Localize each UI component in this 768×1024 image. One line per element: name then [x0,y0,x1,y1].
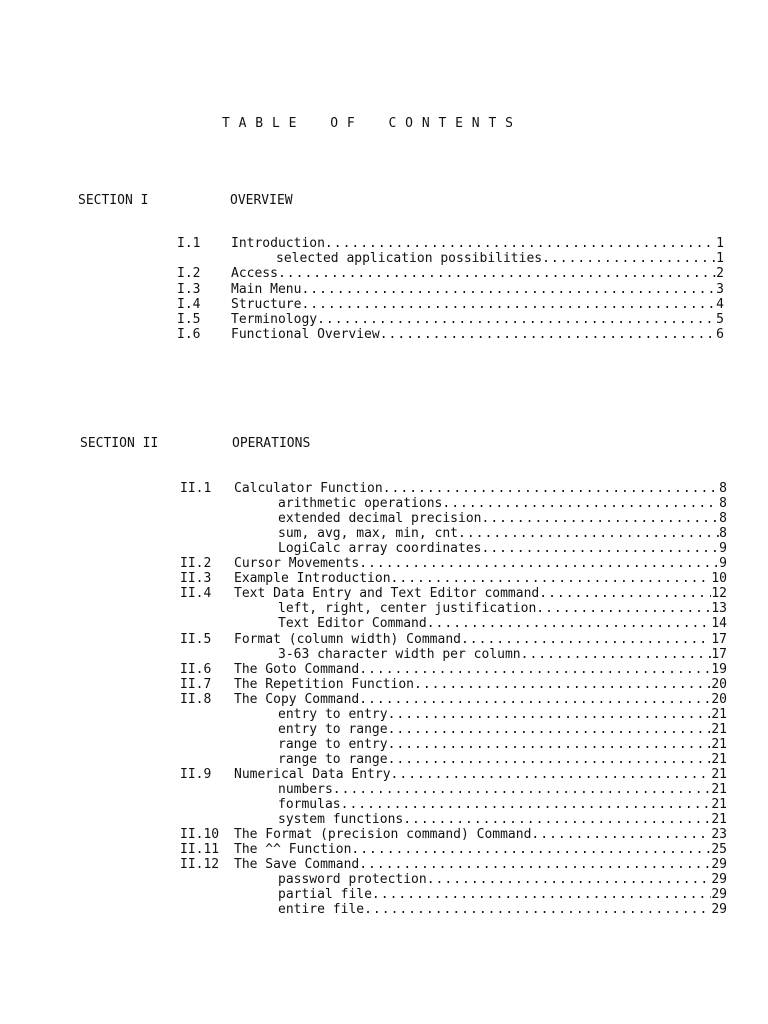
dot-leader [351,842,711,858]
toc-page-number: 29 [711,902,727,918]
toc-row [0,236,768,252]
dot-leader [539,586,711,602]
toc-row [0,481,768,497]
toc-page-number: 23 [711,827,727,843]
toc-row [0,266,768,282]
toc-page-number: 29 [711,872,727,888]
section-1-heading: OVERVIEW [230,193,293,208]
toc-subentry-text: formulas [278,797,341,813]
toc-row [0,722,768,738]
dot-leader [521,647,712,663]
toc-entry-text: Main Menu [231,281,302,297]
toc-entry-text: Introduction [231,236,325,251]
toc-page-number: 21 [711,812,727,828]
toc-entry-number: II.2 [180,556,212,572]
toc-row [0,842,768,858]
toc-row [0,571,768,587]
dot-leader [317,312,716,328]
toc-row [0,496,768,512]
toc-entry-number: II.12 [180,857,220,873]
toc-page-number: 8 [719,511,727,527]
dot-leader [542,251,716,267]
dot-leader [388,737,712,753]
toc-page-number: 21 [711,706,727,722]
toc-entry-number: II.9 [180,766,212,782]
toc-row [0,902,768,918]
toc-subentry-text: range to range [278,751,388,767]
dot-leader [364,902,711,918]
toc-page-number: 29 [711,857,727,873]
toc-page-number: 21 [711,751,727,767]
dot-leader [341,797,712,813]
toc-entry-text: The ^^ Function [234,842,352,858]
toc-entry-number: II.11 [180,842,220,858]
toc-row [0,677,768,693]
toc-subentry-text: password protection [278,872,427,888]
toc-entry-number: I.6 [177,327,201,343]
toc-page-number: 2 [716,266,724,282]
toc-row [0,526,768,542]
toc-entry-text: Numerical Data Entry [234,766,391,782]
toc-row [0,297,768,313]
dot-leader [325,236,716,252]
toc-entry-text: The Format (precision command) Command [234,827,532,843]
toc-entry-number: I.4 [177,296,201,312]
toc-page-number: 25 [711,842,727,858]
toc-page-number: 10 [711,571,727,587]
dot-leader [301,297,716,313]
toc-entry-text: Structure [231,296,302,312]
toc-subentry-text: partial file [278,887,372,903]
dot-leader [333,782,712,798]
toc-page-number: 17 [711,646,727,662]
toc-entry-text: The Save Command [234,857,360,873]
toc-page-number: 9 [719,556,727,572]
toc-page-number: 21 [711,797,727,813]
toc-entry-number: II.7 [180,676,212,692]
toc-row [0,857,768,873]
toc-entry-number: II.8 [180,691,212,707]
toc-row [0,556,768,572]
toc-entry-text: Text Data Entry and Text Editor command [234,586,540,602]
toc-entry-text: Calculator Function [234,481,383,496]
toc-entry-text: The Copy Command [234,691,360,707]
dot-leader [482,511,720,527]
dot-leader [427,872,712,888]
toc-page-number: 13 [711,601,727,617]
toc-row [0,511,768,527]
dot-leader [391,571,712,587]
toc-entry-number: II.3 [180,571,212,587]
toc-entry-text: Example Introduction [234,571,391,587]
toc-page-number: 17 [711,631,727,647]
toc-subentry-text: entry to entry [278,706,388,722]
toc-entry-number: II.4 [180,586,212,602]
dot-leader [359,692,711,708]
dot-leader [482,541,720,557]
dot-leader [301,282,716,298]
toc-row [0,647,768,663]
toc-subentry-text: extended decimal precision [278,511,482,527]
dot-leader [359,556,719,572]
toc-row [0,312,768,328]
toc-page-number: 19 [711,661,727,677]
toc-row [0,692,768,708]
toc-entry-text: Format (column width) Command [234,631,461,647]
toc-row [0,707,768,723]
toc-page-number: 9 [719,541,727,557]
toc-subentry-text: arithmetic operations [278,496,443,512]
dot-leader [359,662,711,678]
toc-subentry-text: selected application possibilities [276,251,543,267]
toc-page-number: 14 [711,616,727,632]
toc-page-number: 1 [716,236,724,251]
toc-row [0,662,768,678]
toc-page-number: 8 [719,526,727,542]
dot-leader [372,887,711,903]
toc-subentry-text: sum, avg, max, min, cnt [278,526,459,542]
toc-page-number: 21 [711,721,727,737]
toc-row [0,797,768,813]
section-2-heading: OPERATIONS [232,436,311,451]
toc-entry-text: The Repetition Function [234,676,415,692]
toc-entry-text: Cursor Movements [234,556,360,572]
toc-page-number: 12 [711,586,727,602]
toc-entry-number: II.5 [180,631,212,647]
dot-leader [442,496,719,512]
section-2-label: SECTION II [80,436,159,451]
toc-row [0,632,768,648]
toc-row [0,601,768,617]
toc-entry-number: I.2 [177,266,201,282]
toc-row [0,737,768,753]
toc-page-number: 21 [711,782,727,797]
dot-leader [388,722,712,738]
toc-subentry-text: Text Editor Command [278,616,427,632]
toc-subentry-text: LogiCalc array coordinates [278,541,482,557]
toc-row [0,541,768,557]
toc-row [0,887,768,903]
toc-subentry-text: range to entry [278,736,388,752]
dot-leader [536,601,711,617]
toc-entry-number: I.1 [177,236,201,251]
toc-entry-text: The Goto Command [234,661,360,677]
toc-row [0,251,768,267]
toc-page-number: 29 [711,887,727,903]
section-1-label: SECTION I [78,193,149,208]
toc-row [0,767,768,783]
toc-page-number: 21 [711,766,727,782]
dot-leader [359,857,711,873]
toc-subentry-text: 3-63 character width per column [278,646,521,662]
toc-subentry-text: left, right, center justification [278,601,537,617]
toc-row [0,752,768,768]
toc-page-number: 5 [716,312,724,327]
toc-entry-number: I.3 [177,281,201,297]
dot-leader [531,827,711,843]
toc-subentry-text: entry to range [278,721,388,737]
toc-entry-number: II.6 [180,661,212,677]
toc-subentry-text: entire file [278,902,365,918]
toc-row [0,872,768,888]
dot-leader [461,632,711,648]
toc-page-number: 8 [719,481,727,496]
toc-row [0,616,768,632]
toc-entry-text: Functional Overview [231,327,380,343]
toc-entry-text: Access [231,266,278,282]
toc-row [0,782,768,798]
toc-entry-text: Terminology [231,312,318,327]
toc-subentry-text: system functions [278,812,404,828]
dot-leader [458,526,719,542]
toc-row [0,812,768,828]
toc-page-number: 8 [719,496,727,512]
toc-page-number: 20 [711,691,727,707]
toc-row [0,827,768,843]
toc-subentry-text: numbers [278,782,333,797]
dot-leader [391,767,712,783]
dot-leader [403,812,711,828]
toc-page-number: 3 [716,281,724,297]
toc-page-number: 4 [716,296,724,312]
toc-page-number: 6 [716,327,724,343]
dot-leader [278,266,716,282]
toc-page-number: 20 [711,676,727,692]
toc-page-number: 1 [716,251,724,267]
dot-leader [388,707,712,723]
dot-leader [380,327,716,343]
dot-leader [427,616,712,632]
page-title: T A B L E O F C O N T E N T S [222,116,514,131]
dot-leader [414,677,711,693]
toc-row [0,586,768,602]
dot-leader [383,481,719,497]
dot-leader [388,752,712,768]
toc-entry-number: I.5 [177,312,201,327]
toc-row [0,282,768,298]
toc-entry-number: II.1 [180,481,212,496]
toc-entry-number: II.10 [180,827,220,843]
toc-page-number: 21 [711,736,727,752]
toc-row [0,327,768,343]
